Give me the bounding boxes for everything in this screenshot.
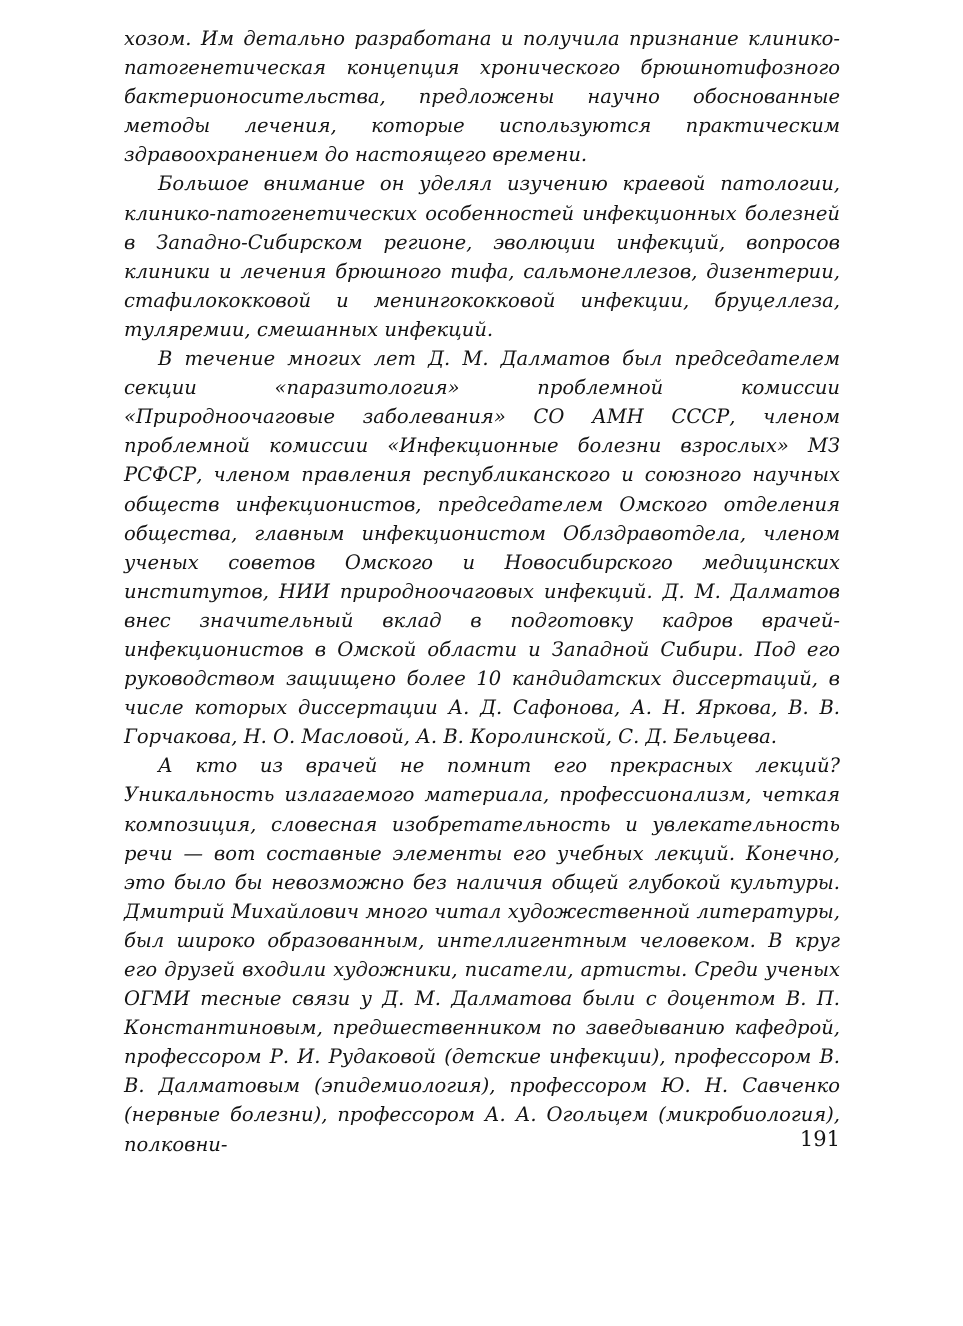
page-number: 191: [799, 1127, 840, 1151]
paragraph-1: хозом. Им детально разработана и получила признание клинико-патогенетическая концепция хронического брюшнотифозного бактерионосительства, предложены научно обоснованные методы лечения, которые используются практическим здравоохранением до настоящего времени.: [124, 27, 840, 167]
paragraph-4: А кто из врачей не помнит его прекрасных лекций? Уникальность излагаемого материала, профессионализм, четкая композиция, словесная изобретательность и увлекательность речи — вот составные элементы его учебных лекций. Конечно, это было бы невозможно без наличия общей глубокой культуры. Дмитрий Михайлович много читал художественной литературы, был широко образованным, интеллигентным человеком. В круг его друзей входили художники, писатели, артисты. Среди ученых ОГМИ тесные связи у Д. М. Далматова были с доцентом В. П. Константиновым, предшественником по заведыванию кафедрой, профессором Р. И. Рудаковой (детские инфекции), профессором В. В. Далматовым (эпидемиология), профессором Ю. Н. Савченко (нервные болезни), профессором А. А. Огольцем (микробиология), полковни-: [124, 754, 840, 1156]
body-text: [124, 24, 840, 1159]
paragraph-3: В течение многих лет Д. М. Далматов был председателем секции «паразитология» проблемной комиссии «Природноочаговые заболевания» СО АМН СССР, членом проблемной комиссии «Инфекционные болезни взрослых» МЗ РСФСР, членом правления республиканского и союзного научных обществ инфекционистов, председателем Омского отделения общества, главным инфекционистом Облздравотдела, членом ученых советов Омского и Новосибирского медицинских институтов, НИИ природноочаговых инфекций. Д. М. Далматов внес значительный вклад в подготовку кадров врачей-инфекционистов в Омской области и Западной Сибири. Под его руководством защищено более 10 кандидатских диссертаций, в числе которых диссертации А. Д. Сафонова, А. Н. Яркова, В. В. Горчакова, Н. О. Масловой, А. В. Королинской, С. Д. Бельцева.: [124, 347, 840, 749]
paragraph-2: Большое внимание он уделял изучению краевой патологии, клинико-патогенетических особенностей инфекционных болезней в Западно-Сибирском регионе, эволюции инфекций, вопросов клиники и лечения брюшного тифа, сальмонеллезов, дизентерии, стафилококковой и менингококковой инфекции, бруцеллеза, туляремии, смешанных инфекций.: [124, 172, 840, 341]
